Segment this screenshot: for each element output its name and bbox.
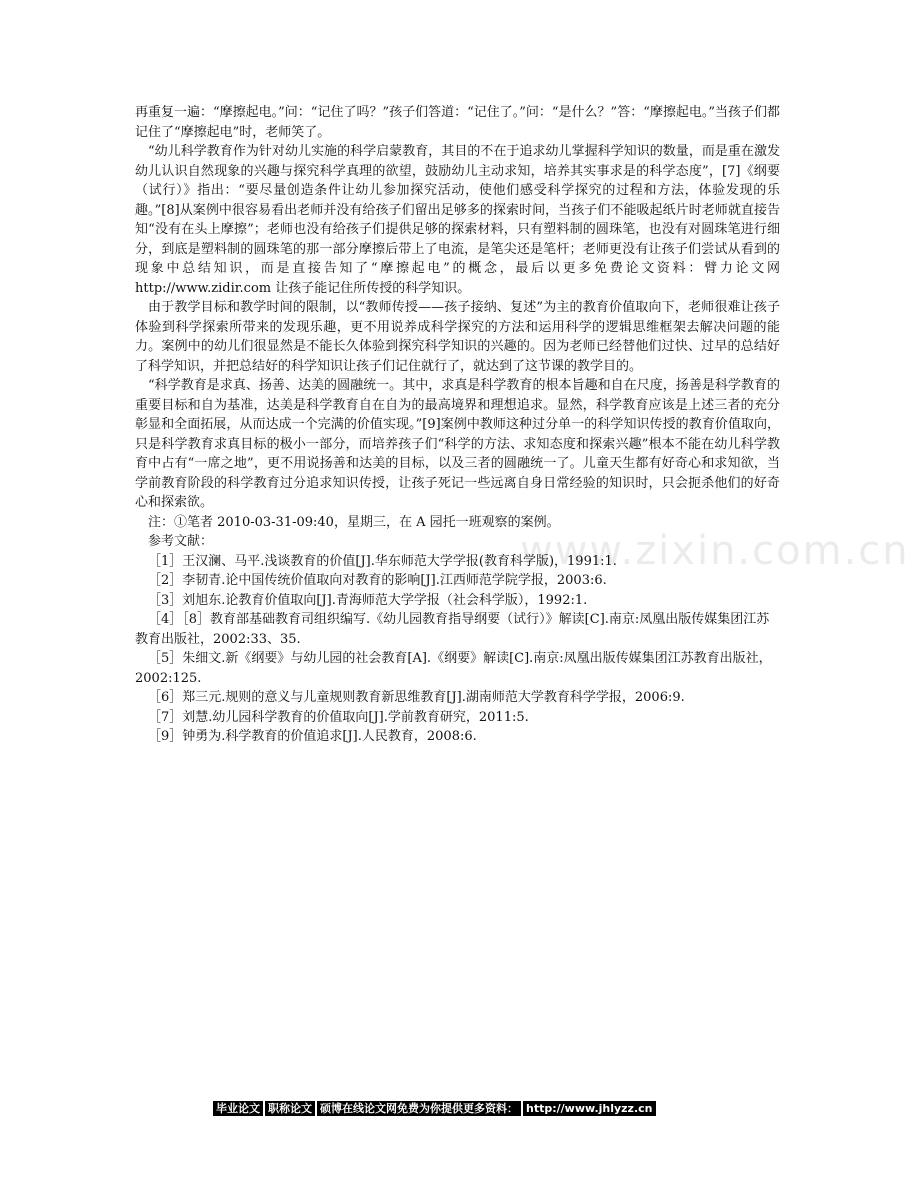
reference-item: ［9］钟勇为.科学教育的价值追求[J].人民教育，2008:6. xyxy=(148,729,477,744)
footer-promo-text: 硕博在线论文网免费为你提供更多资料： xyxy=(317,1101,521,1116)
reference-item: ［3］刘旭东.论教育价值取向[J].青海师范大学学报（社会科学版），1992:1. xyxy=(148,592,588,608)
reference-item: ［4］［8］教育部基础教育司组织编写.《幼儿园教育指导纲要（试行）》解读[C].南京:凤凰出版传媒集团江苏教育出版社，2002:33、35. xyxy=(135,612,770,647)
footnote: 注：①笔者 2010-03-31-09:40，星期三，在 A 园托一班观察的案例。 xyxy=(148,514,560,530)
paragraph-1: 再重复一遍：“摩擦起电。”问：“记住了吗？”孩子们答道：“记住了。”问：“是什么？”答：“摩擦起电。”当孩子们都记住了“摩擦起电”时，老师笑了。 xyxy=(135,105,780,140)
footer-url-link[interactable]: http://www.jhlyzz.cn xyxy=(523,1101,656,1116)
footer-banner xyxy=(213,1101,658,1116)
reference-item: ［5］朱细文.新《纲要》与幼儿园的社会教育[A].《纲要》解读[C].南京:凤凰出版传媒集团江苏教育出版社，2002:125. xyxy=(135,651,772,686)
reference-item: ［6］郑三元.规则的意义与儿童规则教育新思维教育[J].湖南师范大学教育科学学报，2006:9. xyxy=(148,690,685,705)
paragraph-4: “科学教育是求真、扬善、达美的圆融统一。其中，求真是科学教育的根本旨趣和自在尺度，扬善是科学教育的重要目标和自为基准，达美是科学教育自在自为的最高境界和理想追求。显然，科学教育应该是上述三者的充分彰显和全面拓展，从而达成一个完满的价值实现。”[9]案例中教师这种过分单一的科学知识传授的教育价值取向，只是科学教育求真目标的极小一部分，而培养孩子们“科学的方法、求知态度和探索兴趣”根本不能在幼儿科学教育中占有“一席之地”，更不用说扬善和达美的目标，以及三者的圆融统一了。儿童天生都有好奇心和求知欲，当学前教育阶段的科学教育过分追求知识传授，让孩子死记一些远离自身日常经验的知识时，只会扼杀他们的好奇心和探索欲。 xyxy=(135,378,780,510)
reference-list xyxy=(135,552,780,747)
references-title: 参考文献： xyxy=(148,534,214,549)
reference-item: ［7］刘慧.幼儿园科学教育的价值取向[J].学前教育研究，2011:5. xyxy=(148,709,529,725)
watermark: www.zixin.com.cn xyxy=(520,528,910,574)
paragraph-2: “幼儿科学教育作为针对幼儿实施的科学启蒙教育，其目的不在于追求幼儿掌握科学知识的数量，而是重在激发幼儿认识自然现象的兴趣与探究科学真理的欲望，鼓励幼儿主动求知，培养其实事求是的科学态度”，[7]《纲要（试行）》指出：“要尽量创造条件让幼儿参加探究活动，使他们感受科学探究的过程和方法，体验发现的乐趣。”[8]从案例中很容易看出老师并没有给孩子们留出足够多的探索时间，当孩子们不能吸起纸片时老师就直接告知“没有在头上摩擦”；老师也没有给孩子们提供足够的探索材料，只有塑料制的圆珠笔，也没有对圆珠笔进行细分，到底是塑料制的圆珠笔的那一部分摩擦后带上了电流，是笔尖还是笔杆；老师更没有让孩子们尝试从看到的现象中总结知识，而是直接告知了“摩擦起电”的概念，最后以更多免费论文资料：臂力论文网 http://www.zidir.com 让孩子能记住所传授的科学知识。 xyxy=(135,144,780,296)
reference-item: ［1］王汉澜、马平.浅谈教育的价值[J].华东师范大学学报(教育科学版)，1991:1. xyxy=(148,553,617,569)
reference-item: ［2］李韧青.论中国传统价值取向对教育的影响[J].江西师范学院学报，2003:6. xyxy=(148,573,607,588)
document-body xyxy=(135,103,780,747)
footer-link-professional-thesis[interactable]: 职称论文 xyxy=(265,1101,315,1116)
paragraph-3: 由于教学目标和教学时间的限制，以“教师传授——孩子接纳、复述”为主的教育价值取向下，老师很难让孩子体验到科学探索所带来的发现乐趣，更不用说养成科学探究的方法和运用科学的逻辑思维框架去解决问题的能力。案例中的幼儿们很显然是不能长久体验到探究科学知识的兴趣的。因为老师已经替他们过快、过早的总结好了科学知识，并把总结好的科学知识让孩子们记住就行了，就达到了这节课的教学目的。 xyxy=(135,300,780,374)
footer-link-graduation-thesis[interactable]: 毕业论文 xyxy=(213,1101,263,1116)
